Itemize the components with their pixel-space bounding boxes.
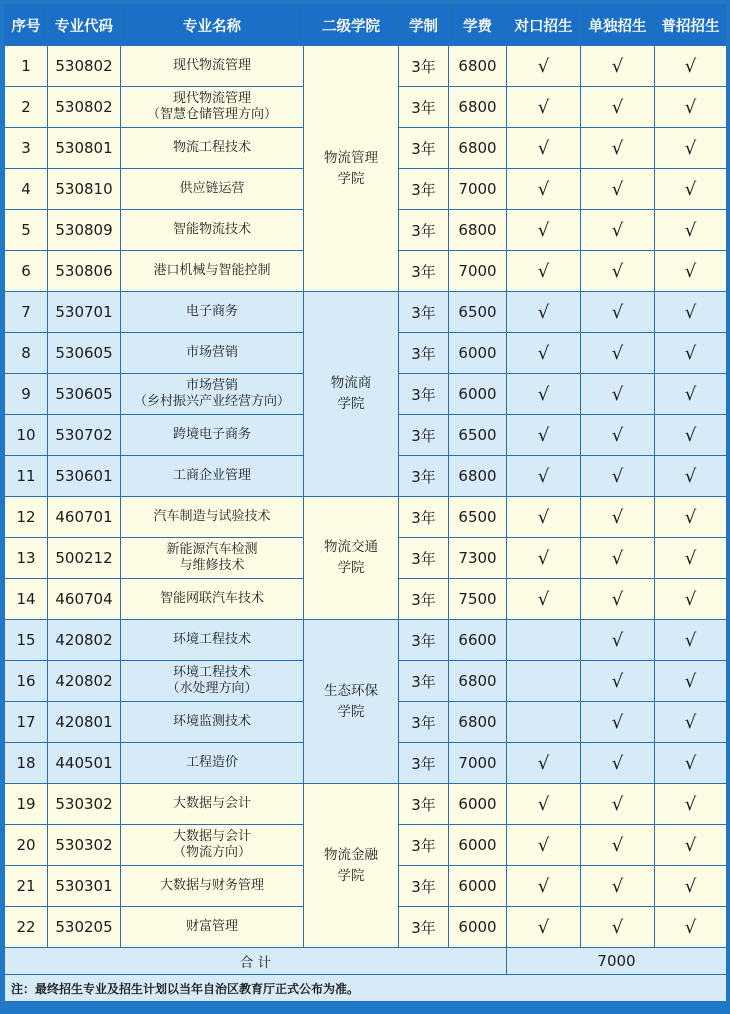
- major-code: 530302: [48, 784, 121, 825]
- header-index: 序号: [5, 5, 48, 46]
- independent-admission-check: √: [581, 538, 655, 579]
- row-index: 16: [5, 661, 48, 702]
- independent-admission-check: √: [581, 292, 655, 333]
- major-name: [121, 292, 304, 333]
- duration: 3年: [399, 497, 449, 538]
- targeted-admission-check: √: [507, 538, 581, 579]
- general-admission-check: √: [655, 620, 727, 661]
- row-index: 11: [5, 456, 48, 497]
- major-name: [121, 661, 304, 702]
- college-name-line2: 学院: [337, 396, 365, 412]
- major-code: 530801: [48, 128, 121, 169]
- row-index: 2: [5, 87, 48, 128]
- major-name: [121, 169, 304, 210]
- general-admission-check: √: [655, 87, 727, 128]
- row-index: 9: [5, 374, 48, 415]
- major-code: 530701: [48, 292, 121, 333]
- targeted-admission-check: √: [507, 415, 581, 456]
- major-code: 530302: [48, 825, 121, 866]
- general-admission-check: √: [655, 579, 727, 620]
- tuition-fee: 7000: [449, 251, 507, 292]
- tuition-fee: 7300: [449, 538, 507, 579]
- major-name: [121, 374, 304, 415]
- duration: 3年: [399, 866, 449, 907]
- major-code: 530802: [48, 87, 121, 128]
- general-admission-check: √: [655, 497, 727, 538]
- row-index: 3: [5, 128, 48, 169]
- targeted-admission-check: √: [507, 46, 581, 87]
- major-name-line1: 现代物流管理: [172, 58, 251, 73]
- general-admission-check: √: [655, 538, 727, 579]
- major-name-line2: （乡村振兴产业经营方向）: [133, 394, 290, 409]
- major-name: [121, 497, 304, 538]
- independent-admission-check: √: [581, 169, 655, 210]
- major-name-line1: 新能源汽车检测: [166, 542, 258, 557]
- major-code: 460704: [48, 579, 121, 620]
- independent-admission-check: √: [581, 702, 655, 743]
- targeted-admission-check: √: [507, 743, 581, 784]
- major-code: 500212: [48, 538, 121, 579]
- independent-admission-check: √: [581, 415, 655, 456]
- note-row: [5, 975, 727, 1002]
- duration: 3年: [399, 128, 449, 169]
- row-index: 20: [5, 825, 48, 866]
- targeted-admission-check: √: [507, 456, 581, 497]
- independent-admission-check: √: [581, 784, 655, 825]
- general-admission-check: √: [655, 251, 727, 292]
- independent-admission-check: √: [581, 87, 655, 128]
- independent-admission-check: √: [581, 866, 655, 907]
- tuition-fee: 7000: [449, 169, 507, 210]
- major-name-line1: 大数据与财务管理: [159, 878, 264, 893]
- major-code: 460701: [48, 497, 121, 538]
- major-name-line1: 电子商务: [185, 304, 238, 319]
- tuition-fee: 6000: [449, 784, 507, 825]
- row-index: 21: [5, 866, 48, 907]
- tuition-fee: 6000: [449, 907, 507, 948]
- table-header: [5, 5, 727, 46]
- row-index: 14: [5, 579, 48, 620]
- major-code: 420802: [48, 661, 121, 702]
- major-name: [121, 866, 304, 907]
- independent-admission-check: √: [581, 128, 655, 169]
- general-admission-check: √: [655, 866, 727, 907]
- major-name: [121, 456, 304, 497]
- college-name-line1: 生态环保: [324, 682, 378, 699]
- major-name-line1: 工程造价: [185, 755, 238, 770]
- duration: 3年: [399, 620, 449, 661]
- major-name-line1: 现代物流管理: [172, 91, 251, 106]
- tuition-fee: 7500: [449, 579, 507, 620]
- row-index: 5: [5, 210, 48, 251]
- tuition-fee: 6000: [449, 374, 507, 415]
- tuition-fee: 6800: [449, 661, 507, 702]
- general-admission-check: √: [655, 128, 727, 169]
- duration: 3年: [399, 374, 449, 415]
- major-name: [121, 784, 304, 825]
- major-code: 530205: [48, 907, 121, 948]
- major-code: 440501: [48, 743, 121, 784]
- major-name: [121, 415, 304, 456]
- total-value: 7000: [507, 948, 727, 975]
- major-name-line1: 大数据与会计: [172, 796, 251, 811]
- major-name: [121, 333, 304, 374]
- targeted-admission-check: √: [507, 292, 581, 333]
- row-index: 1: [5, 46, 48, 87]
- independent-admission-check: √: [581, 743, 655, 784]
- major-name-line1: 智能网联汽车技术: [159, 591, 264, 606]
- tuition-fee: 6800: [449, 456, 507, 497]
- major-name-line2: （水处理方向）: [166, 681, 258, 696]
- duration: 3年: [399, 702, 449, 743]
- general-admission-check: √: [655, 333, 727, 374]
- major-name: [121, 825, 304, 866]
- college-name-line2: 学院: [337, 560, 365, 576]
- major-name-line1: 大数据与会计: [172, 829, 251, 844]
- college-name-line1: 物流管理: [324, 149, 378, 166]
- general-admission-check: √: [655, 784, 727, 825]
- targeted-admission-check: √: [507, 374, 581, 415]
- header-duration: 学制: [399, 5, 449, 46]
- general-admission-check: √: [655, 743, 727, 784]
- tuition-fee: 6600: [449, 620, 507, 661]
- header-fee: 学费: [449, 5, 507, 46]
- college-name-line1: 物流交通: [324, 539, 378, 555]
- major-name: [121, 907, 304, 948]
- major-code: 530605: [48, 374, 121, 415]
- header-general-admission: 普招招生: [655, 5, 727, 46]
- general-admission-check: √: [655, 907, 727, 948]
- college-name: [304, 497, 399, 620]
- general-admission-check: √: [655, 415, 727, 456]
- major-name-line1: 环境工程技术: [172, 632, 251, 647]
- major-code: 420801: [48, 702, 121, 743]
- major-name: [121, 579, 304, 620]
- targeted-admission-check: √: [507, 784, 581, 825]
- independent-admission-check: √: [581, 46, 655, 87]
- row-index: 17: [5, 702, 48, 743]
- targeted-admission-check: √: [507, 825, 581, 866]
- major-name-line1: 市场营销: [185, 345, 238, 360]
- table-row: [5, 46, 727, 87]
- table-row: [5, 620, 727, 661]
- duration: 3年: [399, 661, 449, 702]
- major-name: [121, 46, 304, 87]
- independent-admission-check: √: [581, 907, 655, 948]
- duration: 3年: [399, 743, 449, 784]
- row-index: 22: [5, 907, 48, 948]
- enrollment-table: [4, 4, 727, 1002]
- major-name-line1: 港口机械与智能控制: [153, 263, 271, 278]
- row-index: 10: [5, 415, 48, 456]
- independent-admission-check: √: [581, 374, 655, 415]
- table-row: [5, 497, 727, 538]
- general-admission-check: √: [655, 210, 727, 251]
- table-row: [5, 784, 727, 825]
- independent-admission-check: √: [581, 661, 655, 702]
- major-code: 530806: [48, 251, 121, 292]
- duration: 3年: [399, 169, 449, 210]
- general-admission-check: √: [655, 46, 727, 87]
- tuition-fee: 6500: [449, 415, 507, 456]
- tuition-fee: 6800: [449, 87, 507, 128]
- college-name-line2: 学院: [337, 170, 365, 187]
- targeted-admission-check: √: [507, 497, 581, 538]
- duration: 3年: [399, 251, 449, 292]
- independent-admission-check: √: [581, 333, 655, 374]
- independent-admission-check: √: [581, 579, 655, 620]
- duration: 3年: [399, 210, 449, 251]
- targeted-admission-check: √: [507, 251, 581, 292]
- general-admission-check: √: [655, 169, 727, 210]
- duration: 3年: [399, 579, 449, 620]
- college-name: [304, 46, 399, 292]
- major-name: [121, 743, 304, 784]
- targeted-admission-check: [507, 620, 581, 661]
- major-name-line1: 跨境电子商务: [172, 427, 251, 442]
- tuition-fee: 6800: [449, 46, 507, 87]
- header-independent-admission: 单独招生: [581, 5, 655, 46]
- major-code: 530702: [48, 415, 121, 456]
- tuition-fee: 6000: [449, 333, 507, 374]
- major-name-line1: 市场营销: [185, 378, 238, 393]
- tuition-fee: 6800: [449, 210, 507, 251]
- major-name-line1: 物流工程技术: [172, 140, 251, 155]
- tuition-fee: 6800: [449, 128, 507, 169]
- duration: 3年: [399, 825, 449, 866]
- major-code: 530810: [48, 169, 121, 210]
- tuition-fee: 6000: [449, 866, 507, 907]
- major-code: 530601: [48, 456, 121, 497]
- header-code: 专业代码: [48, 5, 121, 46]
- major-name-line1: 财富管理: [185, 919, 238, 934]
- independent-admission-check: √: [581, 251, 655, 292]
- major-code: 530301: [48, 866, 121, 907]
- table-row: [5, 292, 727, 333]
- major-name-line1: 供应链运营: [179, 181, 245, 196]
- college-name-line1: 物流商: [330, 375, 372, 391]
- college-name: [304, 620, 399, 784]
- header-targeted-admission: 对口招生: [507, 5, 581, 46]
- independent-admission-check: √: [581, 456, 655, 497]
- targeted-admission-check: √: [507, 128, 581, 169]
- row-index: 15: [5, 620, 48, 661]
- targeted-admission-check: √: [507, 333, 581, 374]
- college-name-line2: 学院: [337, 867, 365, 884]
- targeted-admission-check: √: [507, 907, 581, 948]
- row-index: 18: [5, 743, 48, 784]
- row-index: 12: [5, 497, 48, 538]
- tuition-fee: 7000: [449, 743, 507, 784]
- targeted-admission-check: √: [507, 87, 581, 128]
- duration: 3年: [399, 784, 449, 825]
- major-name-line1: 环境监测技术: [172, 714, 251, 729]
- duration: 3年: [399, 415, 449, 456]
- general-admission-check: √: [655, 661, 727, 702]
- major-name: [121, 128, 304, 169]
- duration: 3年: [399, 46, 449, 87]
- duration: 3年: [399, 292, 449, 333]
- tuition-fee: 6000: [449, 825, 507, 866]
- college-name: [304, 784, 399, 948]
- table-body: [5, 46, 727, 948]
- independent-admission-check: √: [581, 825, 655, 866]
- row-index: 19: [5, 784, 48, 825]
- general-admission-check: √: [655, 702, 727, 743]
- major-name-line2: 与维修技术: [179, 558, 245, 573]
- major-name: [121, 251, 304, 292]
- independent-admission-check: √: [581, 210, 655, 251]
- row-index: 6: [5, 251, 48, 292]
- header-college: 二级学院: [304, 5, 399, 46]
- tuition-fee: 6800: [449, 702, 507, 743]
- targeted-admission-check: √: [507, 210, 581, 251]
- major-name-line2: （物流方向）: [172, 845, 251, 860]
- duration: 3年: [399, 333, 449, 374]
- major-code: 530809: [48, 210, 121, 251]
- targeted-admission-check: [507, 702, 581, 743]
- total-row: [5, 948, 727, 975]
- targeted-admission-check: [507, 661, 581, 702]
- major-name-line1: 环境工程技术: [172, 665, 251, 680]
- duration: 3年: [399, 456, 449, 497]
- major-name-line1: 汽车制造与试验技术: [153, 509, 271, 524]
- targeted-admission-check: √: [507, 169, 581, 210]
- major-name-line2: （智慧仓储管理方向）: [146, 107, 277, 122]
- targeted-admission-check: √: [507, 866, 581, 907]
- row-index: 4: [5, 169, 48, 210]
- targeted-admission-check: √: [507, 579, 581, 620]
- duration: 3年: [399, 907, 449, 948]
- tuition-fee: 6500: [449, 292, 507, 333]
- total-label: 合 计: [5, 948, 507, 975]
- major-code: 530605: [48, 333, 121, 374]
- row-index: 7: [5, 292, 48, 333]
- general-admission-check: √: [655, 374, 727, 415]
- major-name: [121, 210, 304, 251]
- general-admission-check: √: [655, 456, 727, 497]
- footnote: 注：最终招生专业及招生计划以当年自治区教育厅正式公布为准。: [5, 975, 727, 1002]
- general-admission-check: √: [655, 292, 727, 333]
- duration: 3年: [399, 538, 449, 579]
- college-name-line1: 物流金融: [324, 846, 378, 863]
- general-admission-check: √: [655, 825, 727, 866]
- major-name: [121, 87, 304, 128]
- independent-admission-check: √: [581, 497, 655, 538]
- duration: 3年: [399, 87, 449, 128]
- major-name: [121, 620, 304, 661]
- header-major-name: 专业名称: [121, 5, 304, 46]
- major-name-line1: 智能物流技术: [172, 222, 251, 237]
- major-name: [121, 538, 304, 579]
- independent-admission-check: √: [581, 620, 655, 661]
- college-name: [304, 292, 399, 497]
- college-name-line2: 学院: [337, 703, 365, 720]
- row-index: 13: [5, 538, 48, 579]
- tuition-fee: 6500: [449, 497, 507, 538]
- major-name-line1: 工商企业管理: [172, 468, 251, 483]
- major-name: [121, 702, 304, 743]
- major-code: 420802: [48, 620, 121, 661]
- major-code: 530802: [48, 46, 121, 87]
- row-index: 8: [5, 333, 48, 374]
